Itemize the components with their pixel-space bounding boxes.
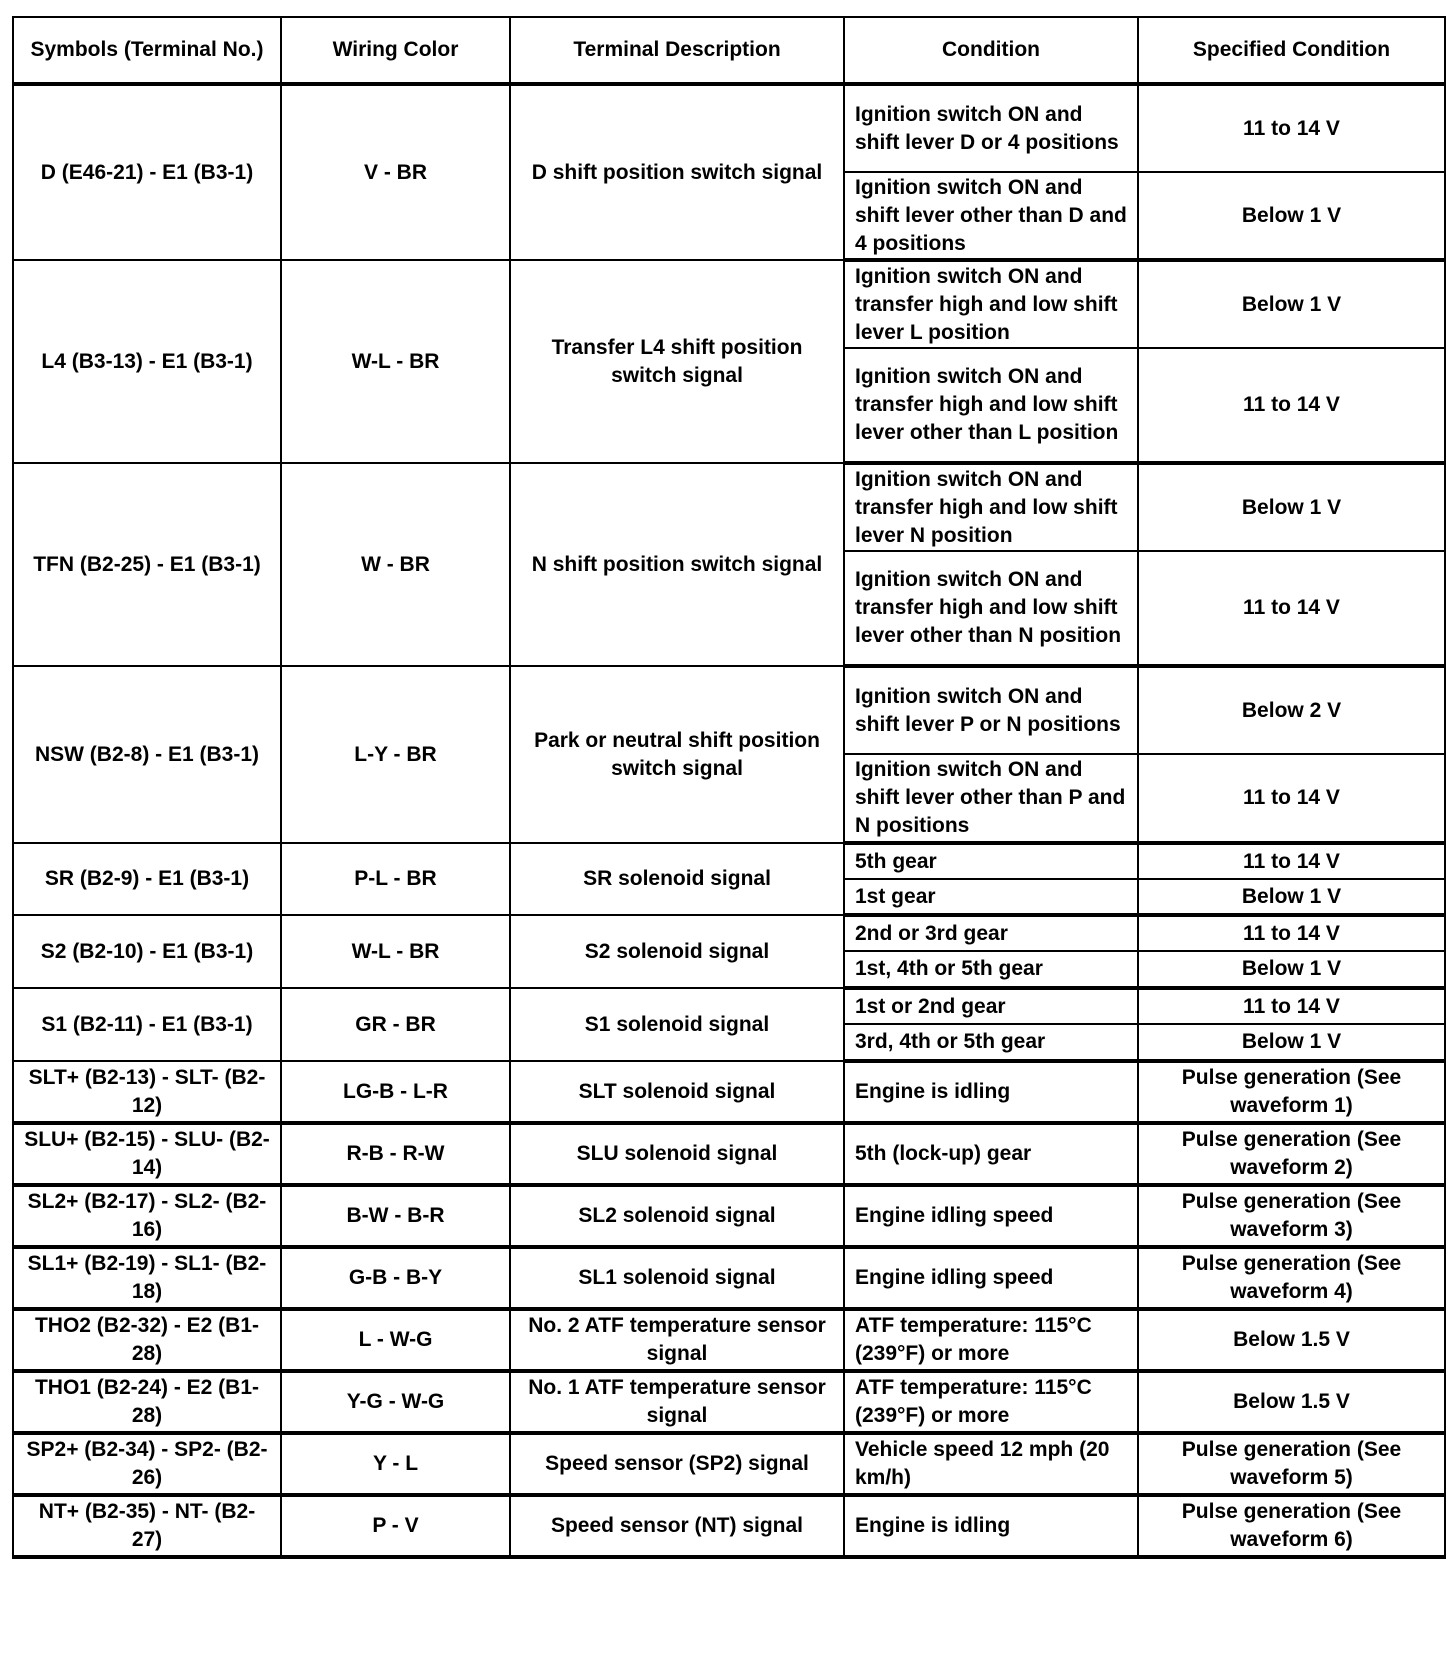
symbol-cell: SP2+ (B2-34) - SP2- (B2-26) <box>13 1433 281 1495</box>
condition-cell: 1st gear <box>844 879 1138 915</box>
condition-cell: Ignition switch ON and transfer high and low shift lever other than L position <box>844 348 1138 463</box>
terminal-description-cell: Speed sensor (NT) signal <box>510 1495 844 1557</box>
specified-condition-cell: Pulse generation (See waveform 1) <box>1138 1061 1445 1123</box>
condition-cell: Engine idling speed <box>844 1247 1138 1309</box>
wiring-color-cell: W - BR <box>281 463 510 666</box>
specified-condition-cell: Below 1 V <box>1138 951 1445 988</box>
wiring-color-cell: P - V <box>281 1495 510 1557</box>
table-body <box>13 84 1445 1557</box>
condition-cell: Ignition switch ON and shift lever D or 4 positions <box>844 84 1138 172</box>
symbol-cell: THO2 (B2-32) - E2 (B1-28) <box>13 1309 281 1371</box>
specified-condition-cell: Below 1 V <box>1138 879 1445 915</box>
condition-cell: Ignition switch ON and shift lever P or N positions <box>844 666 1138 754</box>
terminal-description-cell: Park or neutral shift position switch signal <box>510 666 844 843</box>
condition-cell: 1st, 4th or 5th gear <box>844 951 1138 988</box>
table-row <box>13 1061 1445 1123</box>
specified-condition-cell: Below 1.5 V <box>1138 1309 1445 1371</box>
table-row <box>13 1371 1445 1433</box>
condition-cell: Engine is idling <box>844 1495 1138 1557</box>
wiring-color-cell: Y - L <box>281 1433 510 1495</box>
specified-condition-cell: Pulse generation (See waveform 6) <box>1138 1495 1445 1557</box>
specified-condition-cell: 11 to 14 V <box>1138 843 1445 879</box>
wiring-color-cell: V - BR <box>281 84 510 260</box>
wiring-color-cell: Y-G - W-G <box>281 1371 510 1433</box>
specified-condition-cell: 11 to 14 V <box>1138 754 1445 843</box>
condition-cell: 5th (lock-up) gear <box>844 1123 1138 1185</box>
symbol-cell: SL2+ (B2-17) - SL2- (B2-16) <box>13 1185 281 1247</box>
terminal-description-cell: N shift position switch signal <box>510 463 844 666</box>
condition-cell: 1st or 2nd gear <box>844 988 1138 1024</box>
specified-condition-cell: 11 to 14 V <box>1138 84 1445 172</box>
wiring-color-cell: R-B - R-W <box>281 1123 510 1185</box>
condition-cell: Ignition switch ON and transfer high and low shift lever L position <box>844 260 1138 348</box>
specified-condition-cell: Below 1 V <box>1138 463 1445 551</box>
terminal-description-cell: No. 2 ATF temperature sensor signal <box>510 1309 844 1371</box>
table-row <box>13 84 1445 172</box>
header-specified-condition: Specified Condition <box>1138 17 1445 84</box>
table-row <box>13 915 1445 951</box>
condition-cell: Ignition switch ON and shift lever other than P and N positions <box>844 754 1138 843</box>
symbol-cell: NSW (B2-8) - E1 (B3-1) <box>13 666 281 843</box>
specified-condition-cell: 11 to 14 V <box>1138 915 1445 951</box>
symbol-cell: TFN (B2-25) - E1 (B3-1) <box>13 463 281 666</box>
header-row <box>13 17 1445 84</box>
wiring-color-cell: LG-B - L-R <box>281 1061 510 1123</box>
symbol-cell: SL1+ (B2-19) - SL1- (B2-18) <box>13 1247 281 1309</box>
symbol-cell: SLT+ (B2-13) - SLT- (B2-12) <box>13 1061 281 1123</box>
symbol-cell: L4 (B3-13) - E1 (B3-1) <box>13 260 281 463</box>
condition-cell: Ignition switch ON and transfer high and low shift lever N position <box>844 463 1138 551</box>
table-row <box>13 260 1445 348</box>
header-wiring-color: Wiring Color <box>281 17 510 84</box>
specified-condition-cell: Pulse generation (See waveform 5) <box>1138 1433 1445 1495</box>
wiring-color-cell: L - W-G <box>281 1309 510 1371</box>
condition-cell: Ignition switch ON and transfer high and low shift lever other than N position <box>844 551 1138 666</box>
symbol-cell: S1 (B2-11) - E1 (B3-1) <box>13 988 281 1061</box>
table-row <box>13 1185 1445 1247</box>
condition-cell: 5th gear <box>844 843 1138 879</box>
wiring-color-cell: GR - BR <box>281 988 510 1061</box>
table-row <box>13 988 1445 1024</box>
symbol-cell: S2 (B2-10) - E1 (B3-1) <box>13 915 281 988</box>
terminal-description-cell: SLT solenoid signal <box>510 1061 844 1123</box>
condition-cell: Vehicle speed 12 mph (20 km/h) <box>844 1433 1138 1495</box>
wiring-color-cell: L-Y - BR <box>281 666 510 843</box>
terminal-description-cell: Transfer L4 shift position switch signal <box>510 260 844 463</box>
wiring-color-cell: W-L - BR <box>281 260 510 463</box>
table-row <box>13 1123 1445 1185</box>
specified-condition-cell: 11 to 14 V <box>1138 988 1445 1024</box>
header-terminal-description: Terminal Description <box>510 17 844 84</box>
terminal-description-cell: D shift position switch signal <box>510 84 844 260</box>
wiring-color-cell: B-W - B-R <box>281 1185 510 1247</box>
condition-cell: Ignition switch ON and shift lever other than D and 4 positions <box>844 172 1138 260</box>
specified-condition-cell: 11 to 14 V <box>1138 348 1445 463</box>
condition-cell: ATF temperature: 115°C (239°F) or more <box>844 1371 1138 1433</box>
table-header <box>13 17 1445 84</box>
table-row <box>13 666 1445 754</box>
terminal-description-cell: SR solenoid signal <box>510 843 844 915</box>
symbol-cell: SR (B2-9) - E1 (B3-1) <box>13 843 281 915</box>
condition-cell: Engine is idling <box>844 1061 1138 1123</box>
specified-condition-cell: Pulse generation (See waveform 3) <box>1138 1185 1445 1247</box>
terminal-description-cell: SL2 solenoid signal <box>510 1185 844 1247</box>
condition-cell: Engine idling speed <box>844 1185 1138 1247</box>
wiring-color-cell: G-B - B-Y <box>281 1247 510 1309</box>
specified-condition-cell: Below 2 V <box>1138 666 1445 754</box>
specified-condition-cell: Below 1 V <box>1138 172 1445 260</box>
symbol-cell: THO1 (B2-24) - E2 (B1-28) <box>13 1371 281 1433</box>
table-row <box>13 1309 1445 1371</box>
specified-condition-cell: Below 1.5 V <box>1138 1371 1445 1433</box>
table-row <box>13 1433 1445 1495</box>
specified-condition-cell: Pulse generation (See waveform 4) <box>1138 1247 1445 1309</box>
header-condition: Condition <box>844 17 1138 84</box>
header-symbols: Symbols (Terminal No.) <box>13 17 281 84</box>
symbol-cell: D (E46-21) - E1 (B3-1) <box>13 84 281 260</box>
specified-condition-cell: Below 1 V <box>1138 1024 1445 1061</box>
condition-cell: ATF temperature: 115°C (239°F) or more <box>844 1309 1138 1371</box>
specified-condition-cell: Pulse generation (See waveform 2) <box>1138 1123 1445 1185</box>
terminal-description-cell: S2 solenoid signal <box>510 915 844 988</box>
terminal-description-cell: SL1 solenoid signal <box>510 1247 844 1309</box>
terminal-description-cell: SLU solenoid signal <box>510 1123 844 1185</box>
table-row <box>13 463 1445 551</box>
wiring-color-cell: W-L - BR <box>281 915 510 988</box>
table-row <box>13 1247 1445 1309</box>
condition-cell: 2nd or 3rd gear <box>844 915 1138 951</box>
specified-condition-cell: 11 to 14 V <box>1138 551 1445 666</box>
specified-condition-cell: Below 1 V <box>1138 260 1445 348</box>
terminal-table <box>12 16 1446 1559</box>
table-row <box>13 1495 1445 1557</box>
wiring-color-cell: P-L - BR <box>281 843 510 915</box>
condition-cell: 3rd, 4th or 5th gear <box>844 1024 1138 1061</box>
table-row <box>13 843 1445 879</box>
symbol-cell: NT+ (B2-35) - NT- (B2-27) <box>13 1495 281 1557</box>
terminal-description-cell: Speed sensor (SP2) signal <box>510 1433 844 1495</box>
terminal-description-cell: S1 solenoid signal <box>510 988 844 1061</box>
terminal-description-cell: No. 1 ATF temperature sensor signal <box>510 1371 844 1433</box>
symbol-cell: SLU+ (B2-15) - SLU- (B2-14) <box>13 1123 281 1185</box>
